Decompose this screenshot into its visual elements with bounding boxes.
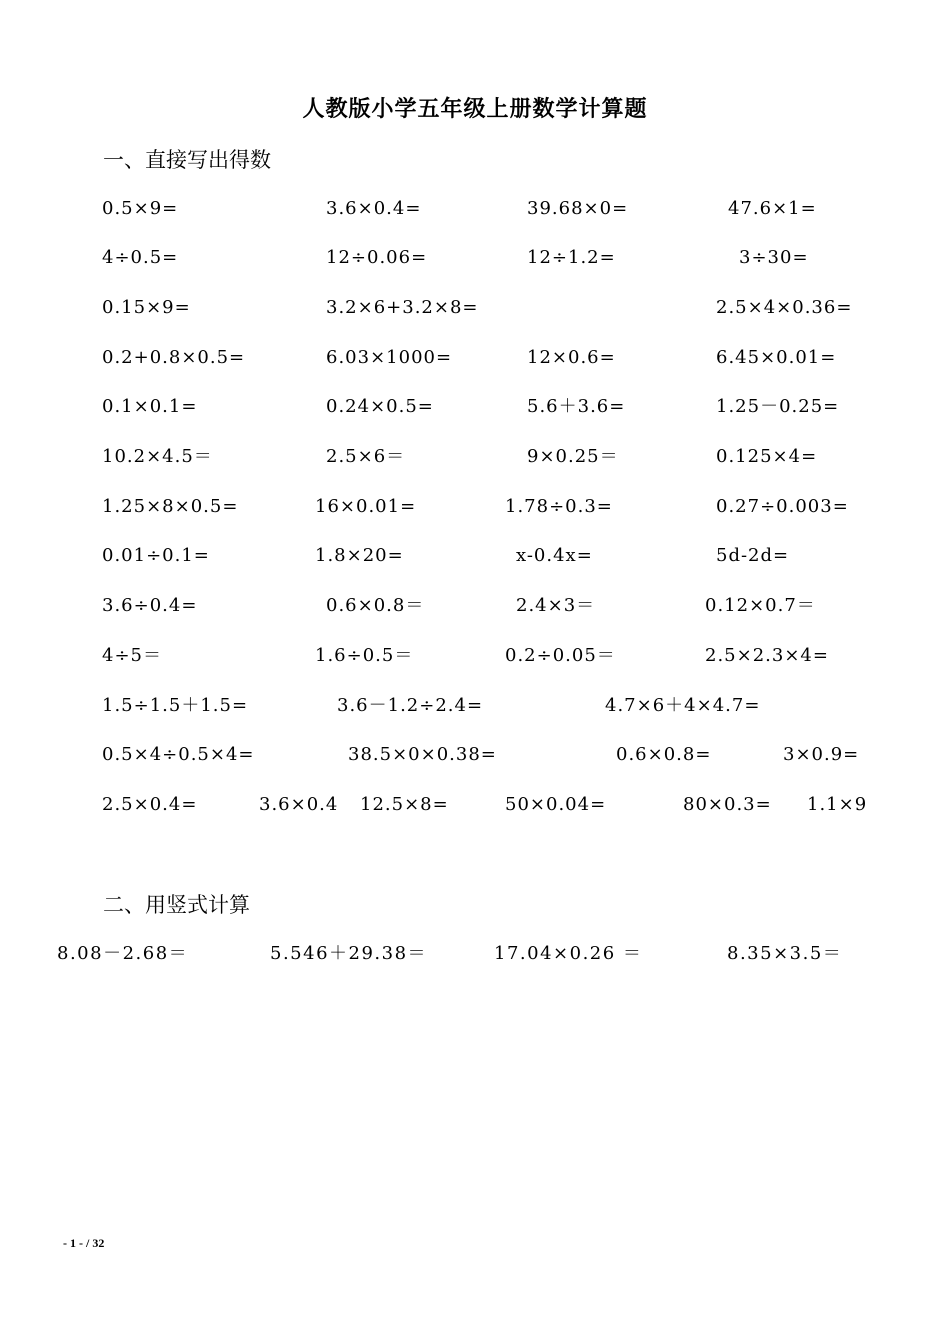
problem: 6.45×0.01= xyxy=(716,347,837,368)
problem: 3×0.9= xyxy=(783,744,860,765)
problem: 16×0.01= xyxy=(315,496,417,517)
problem: 47.6×1= xyxy=(728,198,817,219)
problem: 12÷1.2= xyxy=(527,247,616,268)
problem: 2.5×2.3×4= xyxy=(705,645,829,666)
problem: 0.01÷0.1= xyxy=(102,545,210,566)
problem: 0.6×0.8＝ xyxy=(326,595,425,616)
problem: 6.03×1000= xyxy=(326,347,453,368)
page-number: - 1 - / 32 xyxy=(63,1236,105,1250)
problem: 2.5×4×0.36= xyxy=(716,297,853,318)
problem: x-0.4x= xyxy=(516,545,593,566)
section-heading-vertical: 二、用竖式计算 xyxy=(103,893,250,917)
problem: 5.6＋3.6= xyxy=(527,396,626,417)
problem: 0.2÷0.05＝ xyxy=(505,645,616,666)
problem: 0.12×0.7＝ xyxy=(705,595,816,616)
page-title: 人教版小学五年级上册数学计算题 xyxy=(302,96,648,122)
problem: 3.6÷0.4= xyxy=(102,595,198,616)
problem: 5d-2d= xyxy=(716,545,790,566)
problem: 8.08－2.68＝ xyxy=(57,943,189,964)
problem: 2.5×6＝ xyxy=(326,446,406,467)
problem: 1.1×9 xyxy=(807,794,868,815)
problem: 12÷0.06= xyxy=(326,247,428,268)
problem: 3.2×6+3.2×8= xyxy=(326,297,479,318)
problem: 0.27÷0.003= xyxy=(716,496,849,517)
problem: 8.35×3.5＝ xyxy=(727,943,843,964)
problem: 4.7×6＋4×4.7= xyxy=(605,695,761,716)
problem: 5.546＋29.38＝ xyxy=(270,943,428,964)
problem: 3÷30= xyxy=(739,247,809,268)
problem: 1.8×20= xyxy=(315,545,404,566)
problem: 2.5×0.4= xyxy=(102,794,198,815)
problem: 1.78÷0.3= xyxy=(505,496,613,517)
problem: 50×0.04= xyxy=(505,794,607,815)
problem: 12.5×8= xyxy=(360,794,449,815)
problem: 1.25×8×0.5= xyxy=(102,496,239,517)
problem: 1.6÷0.5＝ xyxy=(315,645,414,666)
problem: 12×0.6= xyxy=(527,347,616,368)
problem: 1.25－0.25= xyxy=(716,396,840,417)
problem: 17.04×0.26 ＝ xyxy=(494,943,643,964)
problem: 0.5×4÷0.5×4= xyxy=(102,744,255,765)
section-heading-direct: 一、直接写出得数 xyxy=(103,148,271,172)
problem: 0.2+0.8×0.5= xyxy=(102,347,246,368)
problem: 38.5×0×0.38= xyxy=(348,744,497,765)
problem: 3.6－1.2÷2.4= xyxy=(337,695,484,716)
problem: 39.68×0= xyxy=(527,198,629,219)
problem: 0.5×9= xyxy=(102,198,179,219)
problem: 2.4×3＝ xyxy=(516,595,596,616)
problem: 80×0.3= xyxy=(683,794,772,815)
problem: 0.15×9= xyxy=(102,297,191,318)
problem: 3.6×0.4= xyxy=(326,198,422,219)
problem: 0.24×0.5= xyxy=(326,396,434,417)
problem: 10.2×4.5＝ xyxy=(102,446,213,467)
problem: 3.6×0.4 xyxy=(259,794,339,815)
problem: 0.6×0.8= xyxy=(616,744,712,765)
problem: 0.1×0.1= xyxy=(102,396,198,417)
problem: 9×0.25＝ xyxy=(527,446,619,467)
problem: 1.5÷1.5＋1.5= xyxy=(102,695,249,716)
problem: 4÷0.5= xyxy=(102,247,179,268)
problem: 4÷5＝ xyxy=(102,645,162,666)
problem: 0.125×4= xyxy=(716,446,818,467)
